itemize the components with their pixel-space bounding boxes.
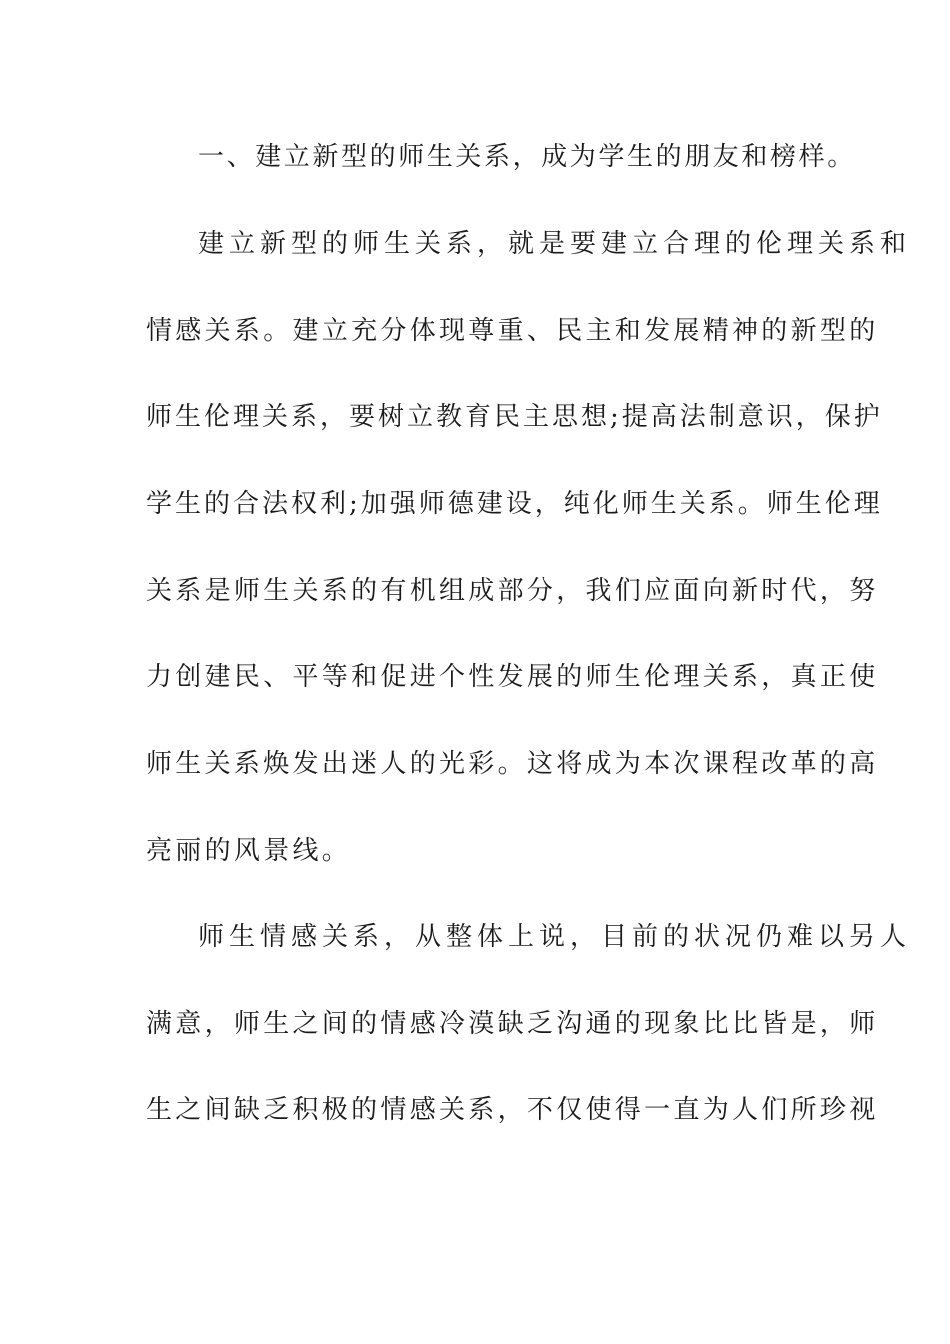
paragraph-line: 生之间缺乏积极的情感关系，不仅使得一直为人们所珍视 [146,1095,879,1125]
paragraph-line: 亮丽的风景线。 [146,836,352,866]
section-heading: 一、建立新型的师生关系，成为学生的朋友和榜样。 [198,142,856,172]
paragraph-line: 师生情感关系，从整体上说，目前的状况仍难以另人 [198,922,912,952]
paragraph-line: 师生伦理关系，要树立教育民主思想;提高法制意识，保护 [146,402,883,432]
paragraph-line: 师生关系焕发出迷人的光彩。这将成为本次课程改革的高 [146,749,879,779]
paragraph-line: 满意，师生之间的情感冷漠缺乏沟通的现象比比皆是，师 [146,1009,879,1039]
paragraph-line: 学生的合法权利;加强师德建设，纯化师生关系。师生伦理 [146,489,883,519]
paragraph-line: 关系是师生关系的有机组成部分，我们应面向新时代，努 [146,576,879,606]
paragraph-line: 力创建民、平等和促进个性发展的师生伦理关系，真正使 [146,662,879,692]
paragraph-line: 情感关系。建立充分体现尊重、民主和发展精神的新型的 [146,316,879,346]
paragraph-line: 建立新型的师生关系，就是要建立合理的伦理关系和 [198,229,912,259]
